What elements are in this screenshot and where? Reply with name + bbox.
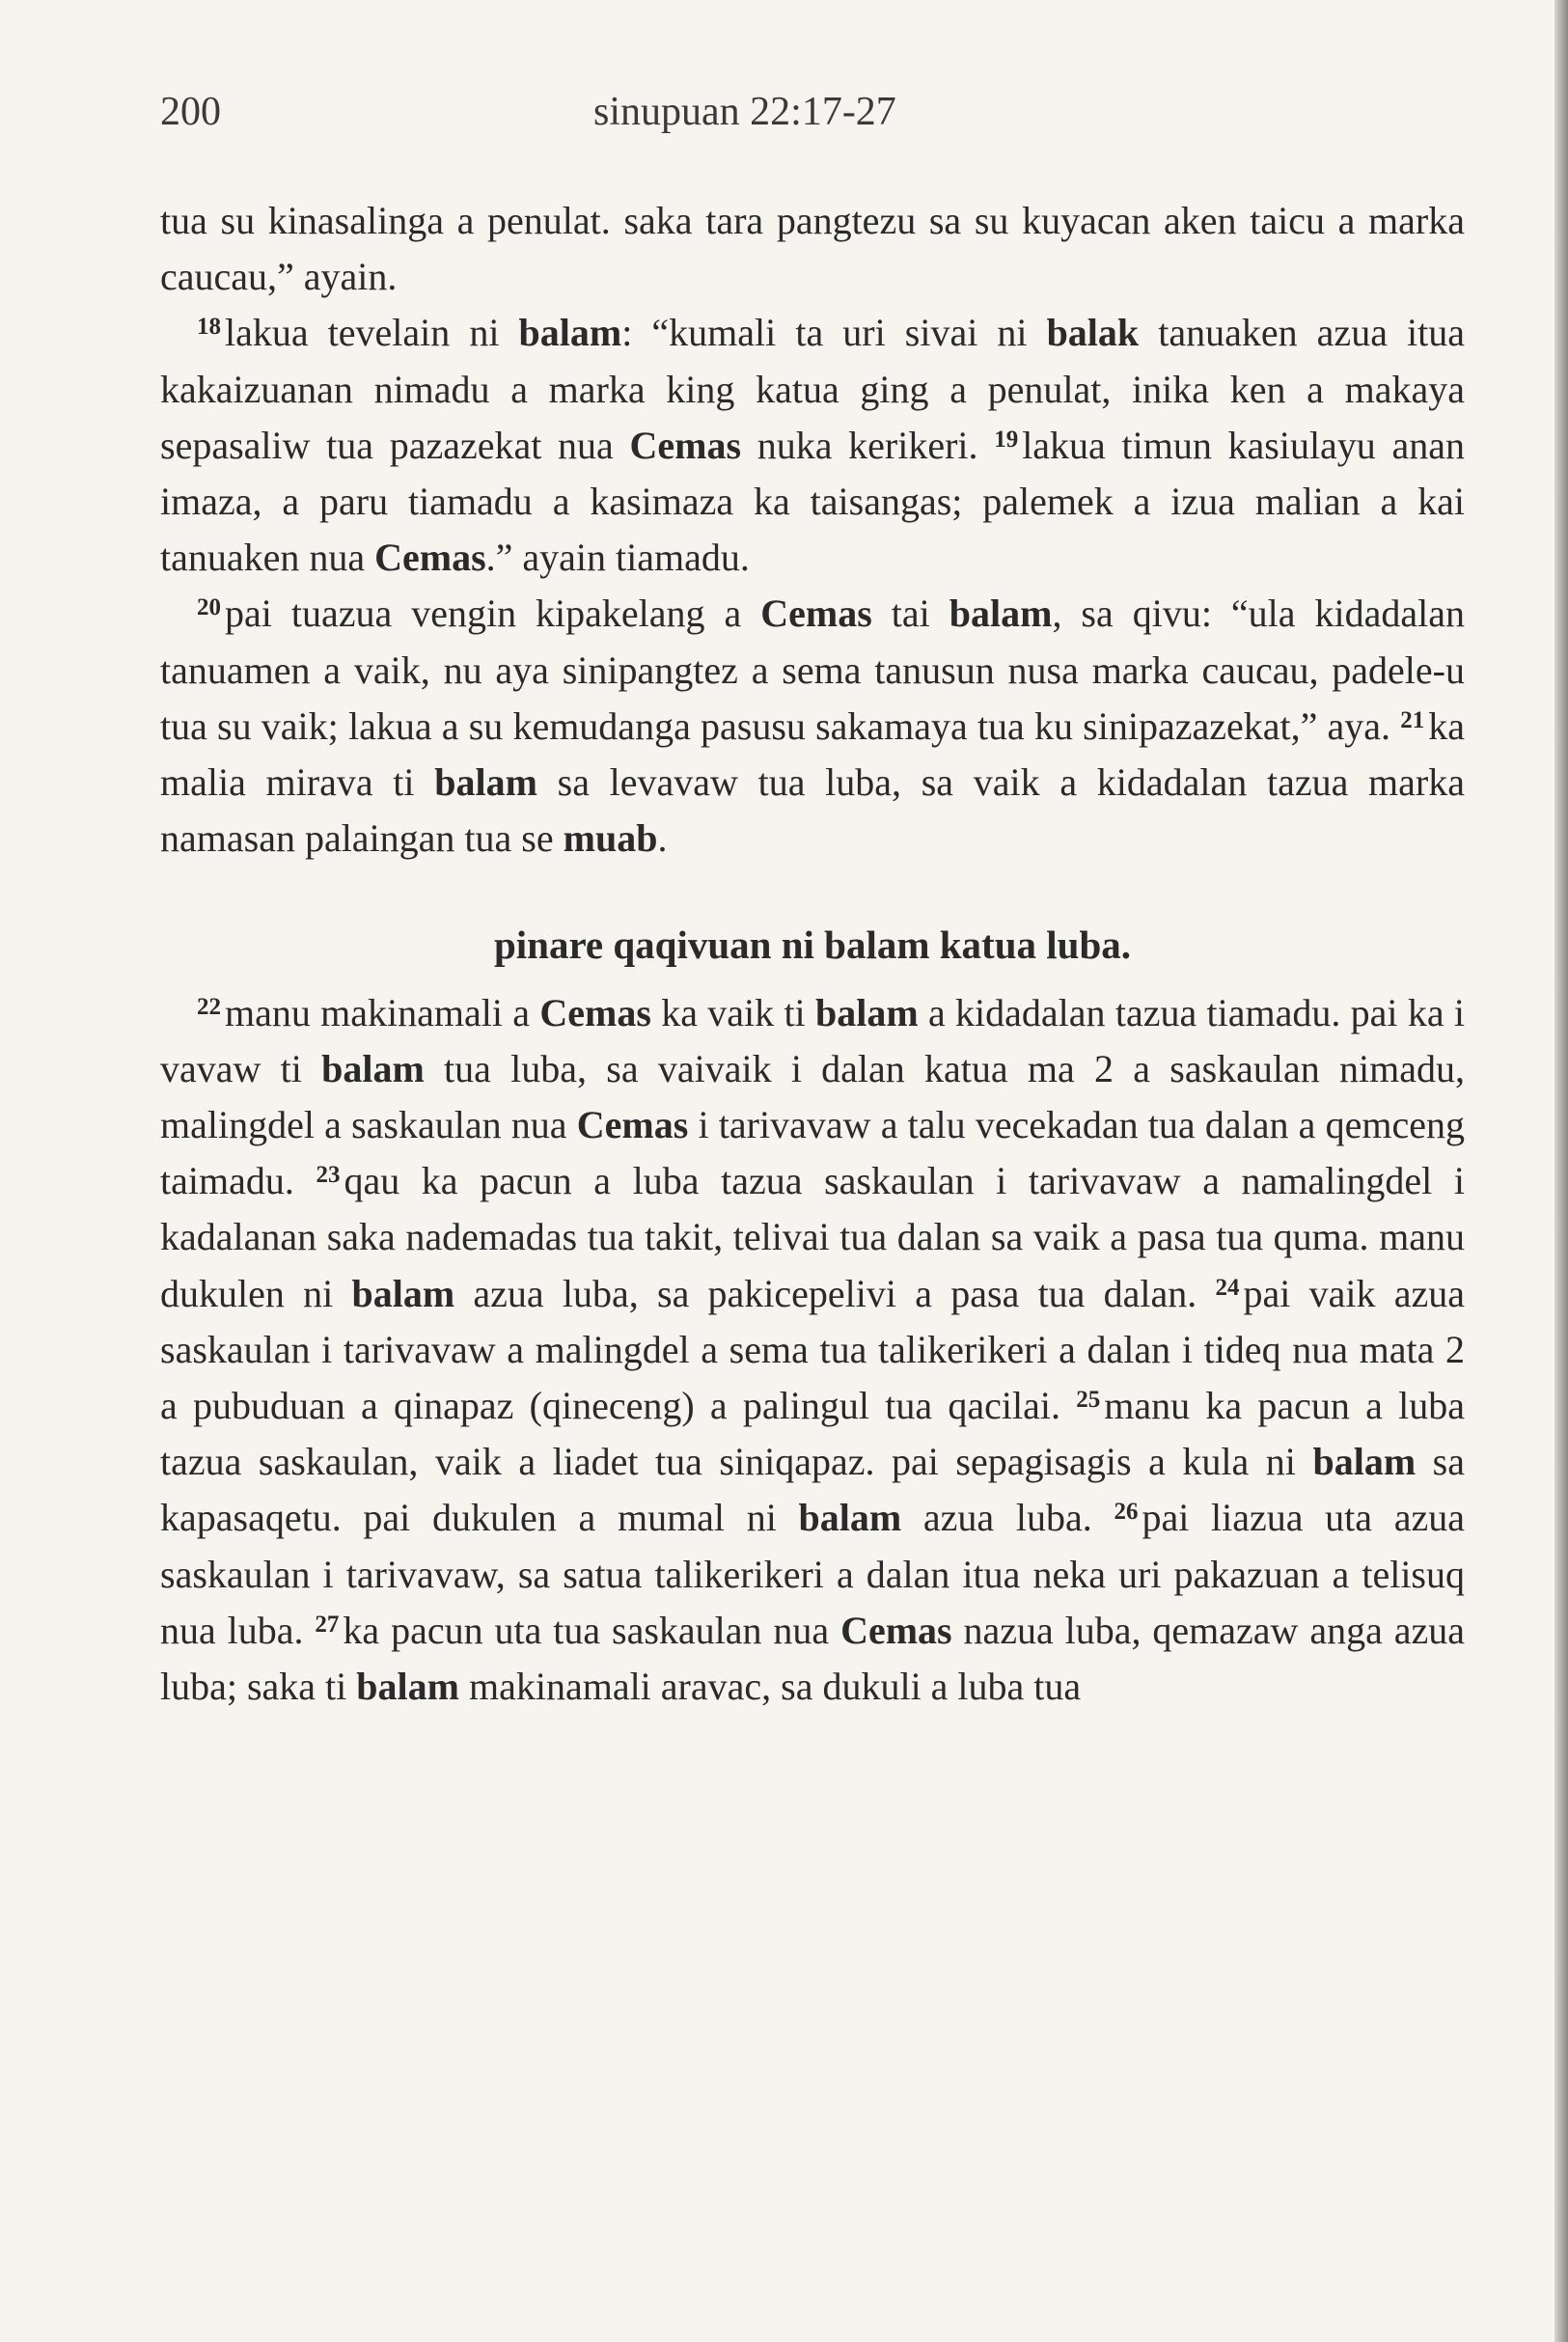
verse-number: 25 <box>1076 1387 1101 1414</box>
text-run: lakua timun kasiulayu anan imaza, a paru tiamadu a kasimaza ka taisangas; palemek a izua malian a kai tanuaken nua <box>160 423 1465 580</box>
paragraph-verses-20-21 <box>160 586 1465 867</box>
paragraph-text <box>160 991 1465 1708</box>
text-run: tanuaken azua itua kakaizuanan nimadu a marka king katua ging a penulat, inika ken a makaya sepasaliw tua pazazekat nua <box>160 311 1465 467</box>
text-run: ka malia mirava ti <box>160 703 1465 805</box>
paragraph-text <box>160 592 1465 860</box>
text-run: makinamali aravac, sa dukuli a luba tua <box>458 1665 1082 1709</box>
text-run: azua luba, sa pakicepelivi a pasa tua dalan. <box>454 1271 1216 1315</box>
page-body <box>160 193 1465 1715</box>
verse-number: 18 <box>197 314 221 341</box>
text-run: sa levavaw tua luba, sa vaik a kidadalan tazua marka namasan palaingan tua se <box>160 760 1465 861</box>
verse-number: 26 <box>1114 1499 1139 1526</box>
text-run: manu ka pacun a luba tazua saskaulan, vaik a liadet tua siniqapaz. pai sepagisagis a kula ni <box>160 1384 1466 1484</box>
text-run: azua luba. <box>901 1496 1114 1540</box>
bold-name: muab <box>563 816 658 861</box>
bold-name: balam <box>321 1046 425 1090</box>
text-run: a kidadalan tazua tiamadu. pai ka i vavaw ti <box>160 990 1466 1090</box>
bold-name: Cemas <box>576 1103 689 1147</box>
text-run: pai liazua uta azua saskaulan i tarivavaw, sa satua talikerikeri a dalan itua neka uri pakazuan a telisuq nua luba. <box>160 1496 1465 1652</box>
text-run: pai tuazua vengin kipakelang a <box>225 592 761 636</box>
text-run: , sa qivu: “ula kidadalan tanuamen a vaik, nu aya sinipangtez a sema tanusun nusa marka caucau, padele-u tua su vaik; lakua a su kemudanga pasusu sakamaya tua ku sinipazazekat,” aya. <box>160 592 1466 748</box>
bold-name: balam <box>798 1496 902 1540</box>
text-run: ka vaik ti <box>650 990 815 1034</box>
text-run: sa kapasaqetu. pai dukulen a mumal ni <box>160 1440 1465 1540</box>
bold-name: Cemas <box>629 423 742 467</box>
paragraph-verses-18-19 <box>160 305 1465 586</box>
bold-name: Cemas <box>760 592 872 636</box>
text-run: nuka kerikeri. <box>741 423 995 467</box>
verse-number: 27 <box>315 1611 340 1638</box>
text-run: pai vaik azua saskaulan i tarivavaw a malingdel a sema tua talikerikeri a dalan i tideq nua mata 2 a pubuduan a qinapaz (qineceng) a palingul tua qacilai. <box>160 1271 1466 1428</box>
bold-name: balam <box>949 592 1053 636</box>
verse-number: 22 <box>197 993 221 1020</box>
running-title: sinupuan 22:17-27 <box>593 90 896 134</box>
page-number: 200 <box>160 90 221 134</box>
text-run: manu makinamali a <box>225 990 540 1034</box>
text-run: .” ayain tiamadu. <box>485 536 750 580</box>
text-run: i tarivavaw a talu vecekadan tua dalan a qemceng taimadu. <box>160 1103 1465 1203</box>
verse-number: 19 <box>994 426 1019 453</box>
text-run: tua su kinasalinga a penulat. saka tara pangtezu sa su kuyacan aken taicu a marka caucau,” ayain. <box>160 199 1465 299</box>
bold-name: balam <box>351 1271 455 1315</box>
text-run: tua luba, sa vaivaik i dalan katua ma 2 a saskaulan nimadu, malingdel a saskaulan nua <box>160 1046 1465 1147</box>
text-run: nazua luba, qemazaw anga azua luba; saka ti <box>160 1608 1465 1709</box>
verse-number: 24 <box>1215 1274 1240 1301</box>
verse-number: 20 <box>197 594 221 621</box>
page-header <box>160 89 1472 147</box>
verse-number: 23 <box>316 1162 341 1189</box>
text-run: . <box>657 816 668 861</box>
bold-name: Cemas <box>374 536 486 580</box>
text-run: : “kumali ta uri sivai ni <box>621 311 1047 355</box>
bold-name: balak <box>1046 311 1140 355</box>
bold-name: Cemas <box>539 990 651 1034</box>
bold-name: balam <box>1312 1440 1417 1484</box>
paragraph-continuation <box>160 193 1465 305</box>
bold-name: Cemas <box>840 1608 952 1652</box>
paragraph-text <box>160 199 1465 298</box>
bold-name: balam <box>518 311 622 355</box>
paragraph-verses-22-27 <box>160 985 1465 1716</box>
verse-number: 21 <box>1400 706 1425 733</box>
text-run: tai <box>871 592 949 636</box>
paragraph-text <box>160 311 1465 579</box>
bold-name: balam <box>434 760 537 805</box>
book-spine-edge <box>1554 0 1568 2342</box>
text-run: ka pacun uta tua saskaulan nua <box>343 1608 841 1652</box>
bold-name: balam <box>356 1665 459 1709</box>
section-heading: pinare qaqivuan ni balam katua luba. <box>493 923 1132 968</box>
text-run: qau ka pacun a luba tazua saskaulan i tarivavaw a namalingdel i kadalanan saka nademadas tua takit, telivai tua dalan sa vaik a pasa tua quma. manu dukulen ni <box>160 1159 1465 1315</box>
text-run: lakua tevelain ni <box>225 311 519 355</box>
bold-name: balam <box>814 990 919 1034</box>
